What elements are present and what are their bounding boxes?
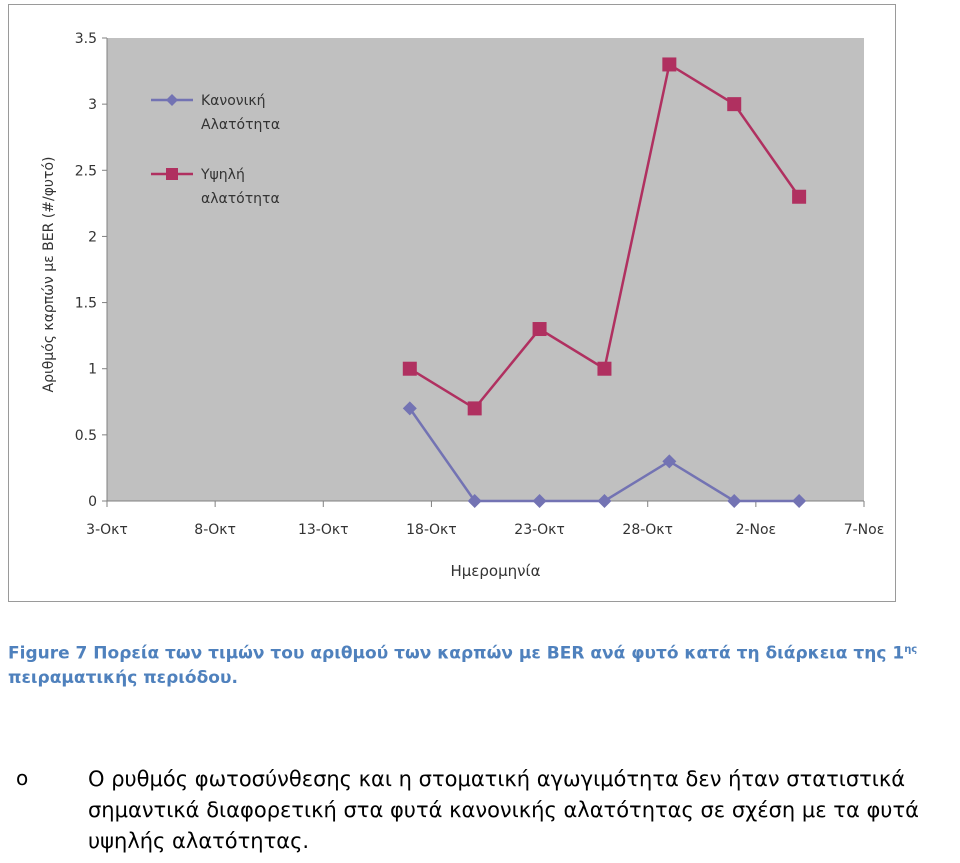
caption-text: Figure 7 Πορεία των τιμών του αριθμού των καρπών με BER ανά φυτό κατά τη διάρκεια της 1: [8, 643, 905, 664]
x-tick-label: 18-Οκτ: [406, 522, 457, 538]
data-point-square: [727, 97, 741, 111]
y-tick-label: 1: [88, 361, 97, 378]
x-tick-label: 2-Νοε: [735, 522, 777, 538]
x-tick-label: 28-Οκτ: [622, 522, 674, 538]
data-point-square: [533, 322, 547, 336]
legend-label: Υψηλή: [201, 167, 245, 183]
y-tick-label: 0.5: [74, 427, 97, 444]
data-point-square: [468, 401, 482, 415]
legend-label: Κανονική: [201, 93, 266, 109]
legend-label: αλατότητα: [201, 191, 280, 207]
x-tick-label: 8-Οκτ: [194, 522, 236, 538]
caption-superscript: ης: [904, 644, 918, 655]
y-tick-label: 0: [88, 494, 97, 510]
figure-caption: [8, 638, 948, 690]
x-tick-label: 3-Οκτ: [86, 522, 128, 538]
x-axis-title: Ημερομηνία: [450, 562, 541, 580]
legend-label: Αλατότητα: [201, 117, 281, 133]
data-point-square: [597, 362, 611, 376]
bullet-text: Ο ρυθμός φωτοσύνθεσης και η στοματική αγωγιμότητα δεν ήταν στατιστικά σημαντικά διαφορετική στα φυτά κανονικής αλατότητας σε σχέση με τα φυτά υψηλής αλατότητας.: [88, 767, 919, 853]
data-point-square: [403, 362, 417, 376]
y-tick-label: 1.5: [74, 295, 97, 312]
bullet-marker: o: [16, 766, 29, 790]
y-tick-label: 3.5: [74, 31, 97, 47]
y-tick-label: 3: [88, 97, 97, 114]
data-point-square: [792, 190, 806, 204]
x-tick-label: 7-Νοε: [843, 522, 885, 538]
line-chart: [9, 5, 897, 603]
chart-frame: [8, 4, 896, 602]
x-tick-label: 13-Οκτ: [297, 522, 349, 538]
y-tick-label: 2: [88, 229, 97, 246]
y-tick-label: 2.5: [74, 163, 97, 180]
x-tick-label: 23-Οκτ: [514, 522, 565, 538]
y-axis-title: Αριθμός καρπών με BER (#/φυτό): [41, 156, 57, 393]
caption-suffix: πειραματικής περιόδου.: [8, 667, 238, 688]
data-point-square: [662, 57, 676, 71]
legend-marker-square: [166, 168, 178, 180]
